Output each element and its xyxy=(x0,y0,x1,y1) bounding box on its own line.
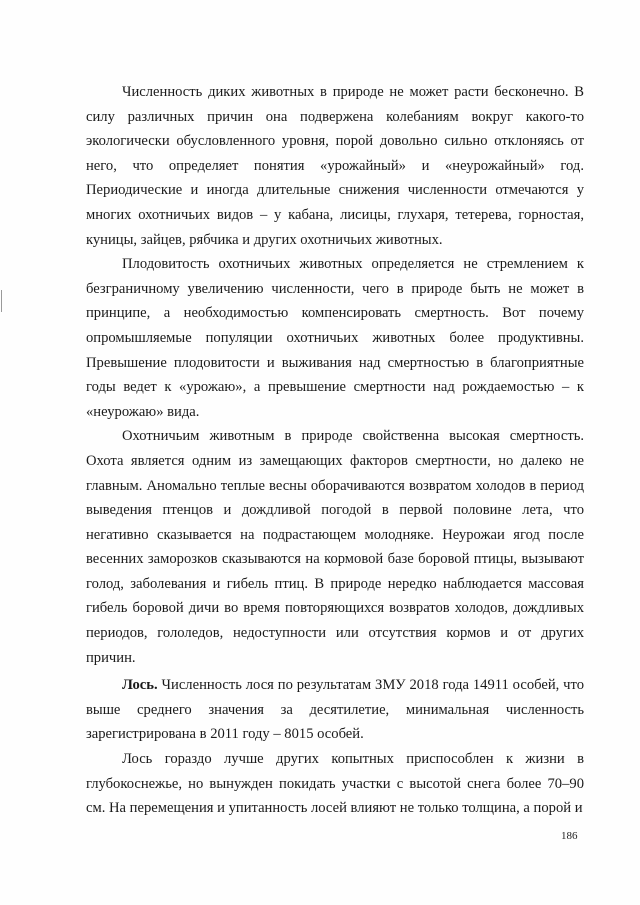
body-text xyxy=(86,80,584,821)
paragraph-population-fluctuations: Численность диких животных в природе не может расти бесконечно. В силу различных причин она подвержена колебаниям вокруг какого-то экологически обусловленного уровня, порой довольно сильно отклоняясь от него, что определяет понятия «урожайный» и «неурожайный» год. Периодические и иногда длительные снижения численности отмечаются у многих охотничьих видов – у кабана, лисицы, глухаря, тетерева, горностая, куницы, зайцев, рябчика и других охотничьих животных. xyxy=(86,84,584,248)
page-number: 186 xyxy=(561,830,578,842)
paragraph-mortality: Охотничьим животным в природе свойственна высокая смертность. Охота является одним из замещающих факторов смертности, но далеко не главным. Аномально теплые весны оборачиваются возвратом холодов в период выведения птенцов и дождливой погодой в первой половине лета, что негативно сказывается на подрастающем молодняке. Неурожаи ягод после весенних заморозков сказываются на кормовой базе боровой птицы, вызывают голод, заболевания и гибель птиц. В природе нередко наблюдается массовая гибель боровой дичи во время повторяющихся возвратов холодов, дождливых периодов, гололедов, недоступности или отсутствия кормов и от других причин. xyxy=(86,428,584,666)
scan-margin-mark xyxy=(1,290,2,312)
paragraph-moose-text: Численность лося по результатам ЗМУ 2018 года 14911 особей, что выше среднего значения за десятилетие, минимальная численность зарегистрирована в 2011 году – 8015 особей. xyxy=(86,677,584,743)
paragraph-moose-snow: Лось гораздо лучше других копытных приспособлен к жизни в глубокоснежье, но вынужден покидать участки с высотой снега более 70–90 см. На перемещения и упитанность лосей влияют не только толщина, а порой и xyxy=(86,751,584,817)
paragraph-lead-moose: Лось. xyxy=(122,677,158,694)
paragraph-fertility: Плодовитость охотничьих животных определяется не стремлением к безграничному увеличению численности, чего в природе быть не может в принципе, а необходимостью компенсировать смертность. Вот почему опромышляемые популяции охотничьих животных более продуктивны. Превышение плодовитости и выживания над смертностью в благоприятные годы ведет к «урожаю», а превышение смертности над рождаемостью – к «неурожаю» вида. xyxy=(86,256,584,420)
paragraph-moose-population xyxy=(86,673,584,747)
